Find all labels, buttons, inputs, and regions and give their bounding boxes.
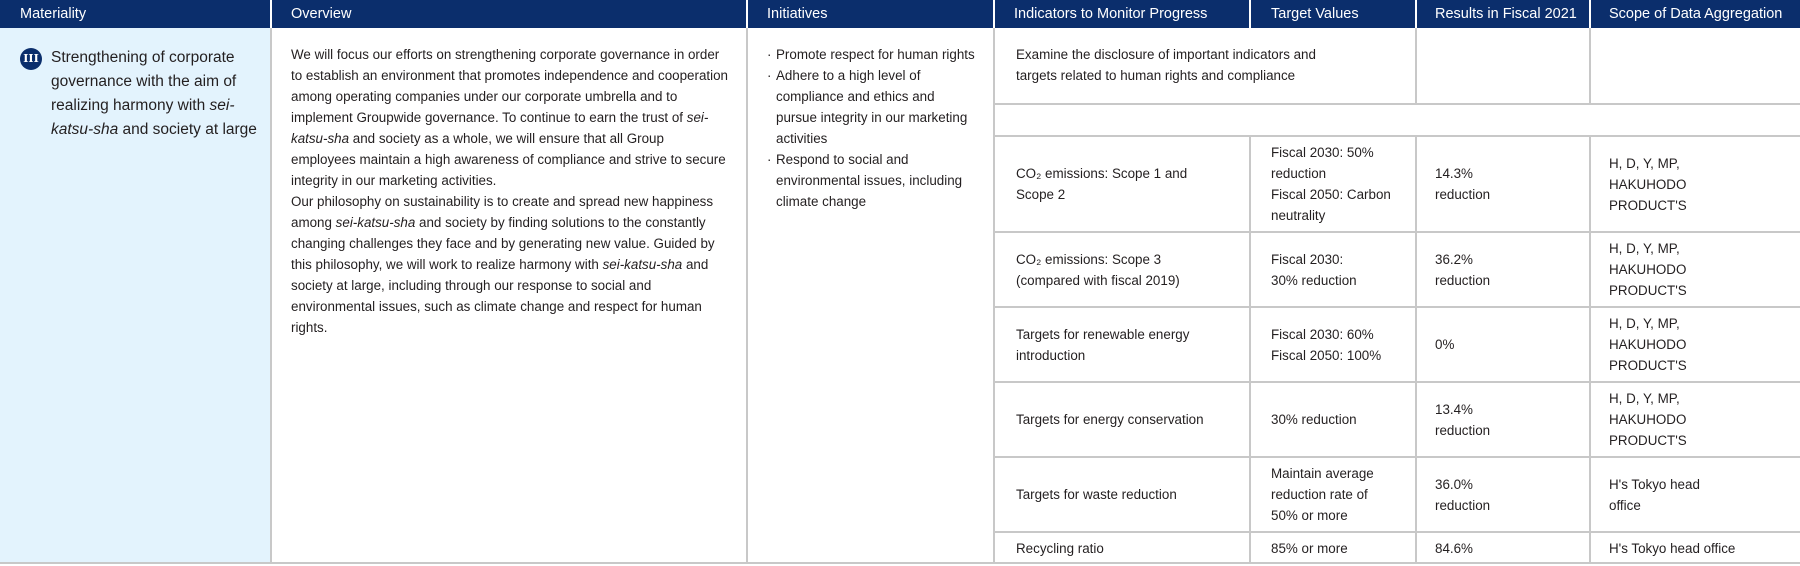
scope-cell: H, D, Y, MP, HAKUHODO PRODUCT'S [1609,155,1687,213]
overview-italic: sei-katsu-sha [335,215,416,230]
overview-text [291,44,731,338]
result-cell: 14.3% reduction [1435,166,1491,202]
column-divider [1249,136,1251,564]
overview-paragraph [291,44,731,191]
target-cell: Fiscal 2030: 60% Fiscal 2050: 100% [1271,326,1382,363]
indicator-cell: Targets for energy conservation [1016,412,1204,427]
materiality-text: Strengthening of corporate governance with the aim of realizing harmony with [51,49,237,114]
overview-text-run: and society by finding solutions to the constantly changing challenges they face and by generating new value. Guided by this philosophy, we will work to realize harmony with [291,215,715,272]
initiative-item: · Adhere to a high level of compliance and ethics and pursue integrity in our marketing activities [767,65,979,149]
roman-numeral-badge: III [20,48,42,70]
target-cell: 30% reduction [1271,412,1357,427]
header-indicators: Indicators to Monitor Progress [1014,6,1208,22]
scope-cell: H's Tokyo head office [1609,476,1700,513]
target-cell: 85% or more [1271,540,1348,556]
column-divider [746,28,748,564]
scope-cell: H, D, Y, MP, HAKUHODO PRODUCT'S [1609,316,1687,373]
header-target-values: Target Values [1271,6,1359,22]
indicator-cell: CO₂ emissions: Scope 1 and Scope 2 [1016,166,1188,202]
result-cell: 0% [1435,337,1455,352]
header-divider [1589,0,1591,28]
overview-text-run: and society as a whole, we will ensure that all Group employees maintain a high awareness of compliance and strive to secure integrity in our marketing activities. [291,131,726,188]
result-cell: 36.2% reduction [1435,251,1491,288]
overview-text-run: We will focus our efforts on strengthening corporate governance in order to establish an environment that promotes independence and cooperation among operating companies under our corporate umbrella and to implement Groupwide governance. To continue to earn the trust of [291,47,728,125]
column-divider [1589,136,1591,564]
column-divider [993,28,995,564]
initiative-item: · Respond to social and environmental issues, including climate change [767,149,979,212]
indicator-cell: Targets for waste reduction [1016,487,1177,502]
header-initiatives: Initiatives [767,6,828,22]
indicator-cell: CO₂ emissions: Scope 3 (compared with fiscal 2019) [1016,251,1180,288]
header-scope: Scope of Data Aggregation [1609,6,1783,22]
initiative-item: · Promote respect for human rights [767,44,979,65]
header-divider [270,0,272,28]
header-results: Results in Fiscal 2021 [1435,6,1577,22]
target-cell: Maintain average reduction rate of 50% or more [1271,466,1374,523]
indicator-cell: Targets for renewable energy introduction [1016,326,1190,363]
scope-cell: H, D, Y, MP, HAKUHODO PRODUCT'S [1609,241,1687,298]
overview-italic: sei-katsu-sha [602,257,683,272]
result-cell: 84.6% [1435,540,1473,556]
column-divider [270,28,272,564]
scope-cell: H, D, Y, MP, HAKUHODO PRODUCT'S [1609,391,1687,448]
materiality-italic: sei-katsu-sha [51,97,235,138]
materiality-text: and society at large [118,121,257,138]
table-bottom-border [0,562,1800,564]
table-body [0,28,1800,564]
overview-italic: sei-katsu-sha [291,110,709,146]
target-cell: Fiscal 2030: 50% reduction Fiscal 2050: Carbon neutrality [1271,145,1391,223]
overview-text-run: and society at large, including through our response to social and environmental issues, such as climate change and respect for human rights. [291,257,709,335]
table-header [0,0,1800,28]
disclosure-note: Examine the disclosure of important indicators and targets related to human rights and compliance [1016,47,1316,83]
materiality-title [51,46,261,142]
result-cell: 36.0% reduction [1435,476,1491,513]
initiatives-list [767,44,979,212]
indicator-cell: Recycling ratio [1016,540,1104,556]
header-divider [1249,0,1251,28]
header-materiality: Materiality [20,6,87,22]
overview-paragraph [291,191,731,338]
result-cell: 13.4% reduction [1435,401,1491,438]
header-divider [993,0,995,28]
overview-text-run: Our philosophy on sustainability is to create and spread new happiness among [291,194,714,230]
row-divider [993,103,1800,105]
header-divider [746,0,748,28]
header-divider [1415,0,1417,28]
column-divider [1415,28,1417,104]
column-divider [1589,28,1591,104]
scope-cell: H's Tokyo head office [1609,540,1736,556]
column-divider [1415,136,1417,564]
header-overview: Overview [291,6,352,22]
target-cell: Fiscal 2030: 30% reduction [1271,251,1357,288]
